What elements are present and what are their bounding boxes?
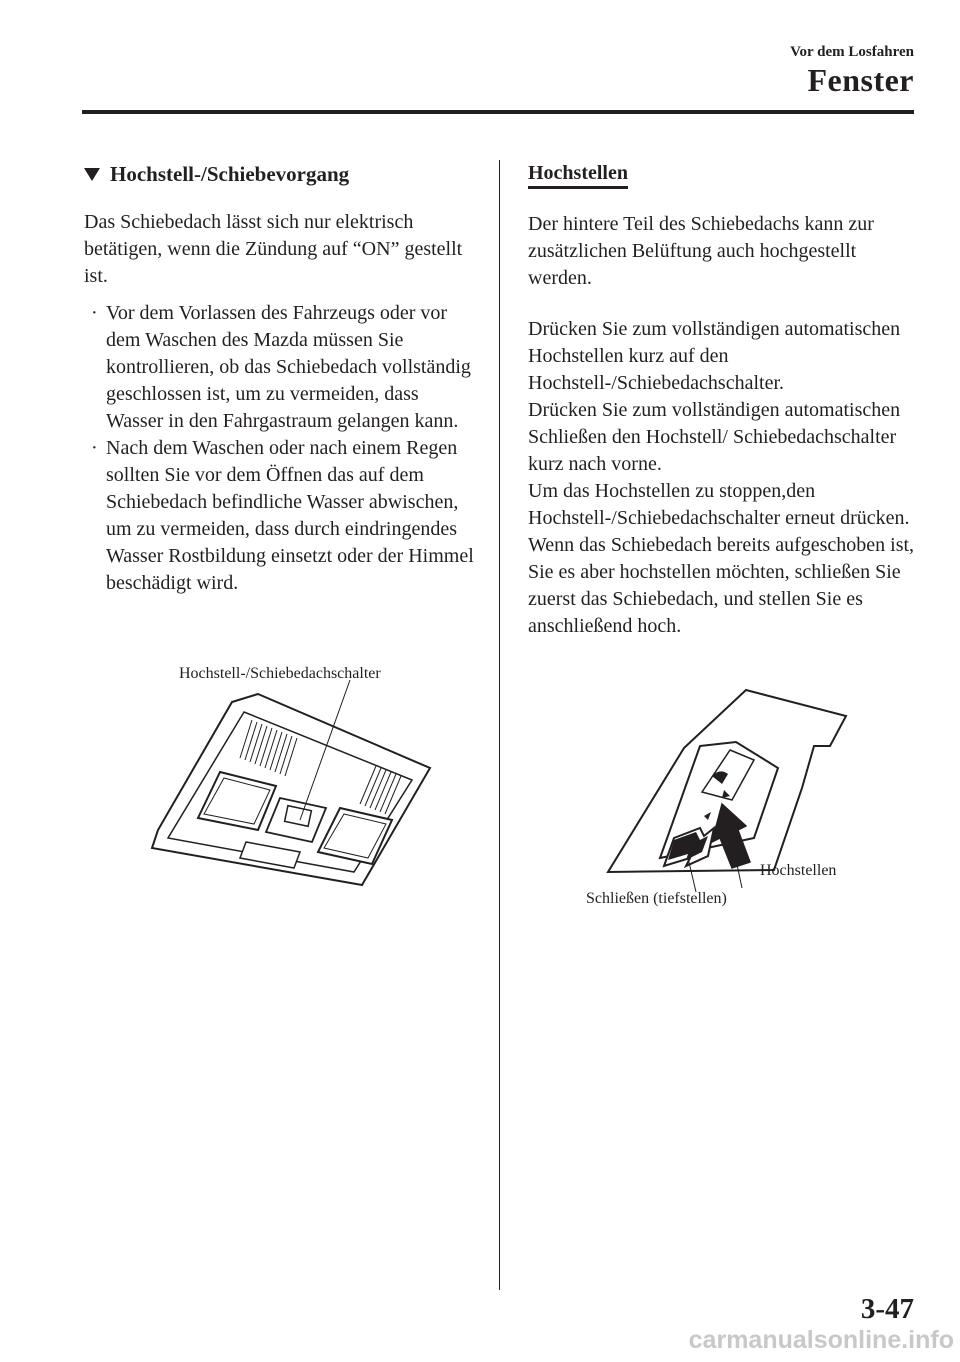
header-rule [82, 110, 914, 114]
overhead-console-illustration [140, 680, 440, 890]
left-column [84, 162, 474, 597]
paragraph: Drücken Sie zum vollständigen automatischen Hochstellen kurz auf den Hochstell-/Schiebedachschalter. [528, 318, 901, 394]
figure-label-raise: Hochstellen [760, 862, 837, 879]
intro-paragraph: Das Schiebedach lässt sich nur elektrisch betätigen, wenn die Zündung auf “ON” gestellt ist. [84, 211, 463, 287]
list-item-text: Nach dem Waschen oder nach einem Regen sollten Sie vor dem Öffnen das auf dem Schiebedach befindliche Wasser abwischen, um zu vermeiden, dass durch eindringendes Wasser Rostbildung einsetzt oder der Himmel beschädigt wird. [106, 437, 474, 594]
section-heading [84, 162, 474, 187]
figure-label-close: Schließen (tiefstellen) [586, 890, 727, 907]
caution-list [84, 300, 474, 597]
paragraph: Wenn das Schiebedach bereits aufgeschoben ist, Sie es aber hochstellen möchten, schließen Sie zuerst das Schiebedach, und stellen Sie es anschließend hoch. [528, 534, 915, 637]
header-chapter-title: Fenster [807, 62, 914, 98]
bullet-dot-icon: · [91, 302, 98, 324]
list-item [84, 300, 474, 435]
section-heading-text: Hochstell-/Schiebevorgang [110, 162, 350, 186]
subsection-heading: Hochstellen [528, 162, 628, 189]
triangle-marker-icon [84, 168, 100, 181]
watermark-text: carmanualsonline.info [688, 1326, 954, 1354]
header-section-title: Vor dem Losfahren [790, 44, 914, 60]
paragraph: Der hintere Teil des Schiebedachs kann zur zusätzlichen Belüftung auch hochgestellt werden. [528, 213, 874, 289]
column-divider [499, 160, 500, 1290]
bullet-dot-icon: · [91, 437, 98, 459]
right-column [528, 162, 918, 640]
list-item [84, 435, 474, 597]
paragraph: Drücken Sie zum vollständigen automatischen Schließen den Hochstell/ Schiebedachschalter kurz nach vorne. [528, 399, 901, 475]
paragraph: Um das Hochstellen zu stoppen,den Hochstell-/Schiebedachschalter erneut drücken. [528, 480, 910, 529]
page-number: 3-47 [860, 1293, 914, 1325]
list-item-text: Vor dem Vorlassen des Fahrzeugs oder vor dem Waschen des Mazda müssen Sie kontrollieren, ob das Schiebedach vollständig geschlossen ist, um zu vermeiden, dass Wasser in den Fahrgastraum gelangen kann. [106, 302, 471, 432]
figure-label-switch: Hochstell-/Schiebedachschalter [179, 665, 381, 682]
